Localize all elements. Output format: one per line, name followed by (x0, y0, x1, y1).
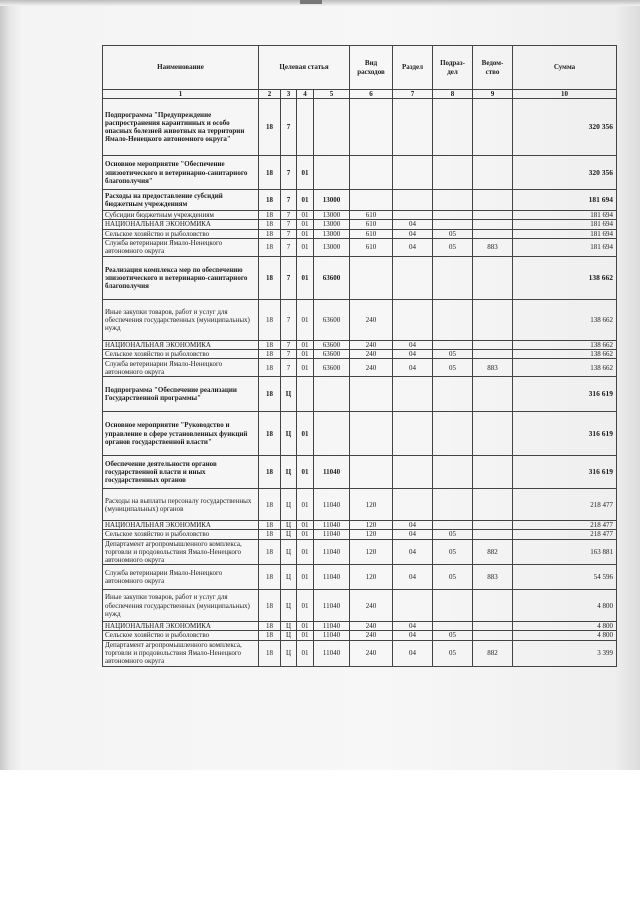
column-number: 1 (103, 90, 259, 99)
activity-code: 01 (297, 521, 314, 530)
direction-code: 11040 (314, 489, 350, 521)
row-name: Департамент агропромышленного комплекса, торговли и продовольствия Ямало-Ненецкого автономного округа (103, 539, 259, 565)
direction-code: 13000 (314, 238, 350, 256)
direction-code: 11040 (314, 622, 350, 631)
table-row (103, 622, 617, 631)
row-name: Подпрограмма "Обеспечение реализации Государственной программы" (103, 377, 259, 412)
activity-code: 01 (297, 229, 314, 238)
dept-code: 882 (473, 640, 513, 666)
dept-code: 882 (473, 539, 513, 565)
program-code: 18 (259, 220, 281, 229)
row-sum: 138 662 (513, 299, 617, 340)
table-row (103, 521, 617, 530)
direction-code: 11040 (314, 521, 350, 530)
table-row (103, 565, 617, 590)
activity-code: 01 (297, 631, 314, 640)
column-number: 6 (350, 90, 393, 99)
section-code (393, 190, 433, 211)
row-sum: 4 800 (513, 622, 617, 631)
row-name: НАЦИОНАЛЬНАЯ ЭКОНОМИКА (103, 622, 259, 631)
expense-type: 240 (350, 340, 393, 349)
expense-type: 240 (350, 590, 393, 622)
dept-code (473, 350, 513, 359)
expense-type: 240 (350, 622, 393, 631)
section-code: 04 (393, 539, 433, 565)
section-code (393, 256, 433, 299)
header-sum: Сумма (513, 46, 617, 90)
header-target: Целевая статья (259, 46, 350, 90)
table-row (103, 256, 617, 299)
direction-code (314, 377, 350, 412)
row-name: Департамент агропромышленного комплекса, торговли и продовольствия Ямало-Ненецкого автономного округа (103, 640, 259, 666)
row-sum: 320 356 (513, 99, 617, 156)
program-code: 18 (259, 489, 281, 521)
dept-code (473, 456, 513, 489)
table-row (103, 456, 617, 489)
dept-code: 883 (473, 565, 513, 590)
activity-code (297, 377, 314, 412)
subsection-code: 05 (433, 631, 473, 640)
dept-code (473, 299, 513, 340)
subsection-code (433, 456, 473, 489)
direction-code: 13000 (314, 229, 350, 238)
subsection-code (433, 622, 473, 631)
dept-code (473, 530, 513, 539)
section-code: 04 (393, 640, 433, 666)
direction-code: 13000 (314, 190, 350, 211)
section-code: 04 (393, 622, 433, 631)
dept-code (473, 220, 513, 229)
row-name: Обеспечение деятельности органов государственной власти и иных государственных органов (103, 456, 259, 489)
section-code (393, 456, 433, 489)
expense-type: 610 (350, 211, 393, 220)
row-sum: 138 662 (513, 359, 617, 377)
subprogram-code: 7 (281, 156, 297, 190)
subprogram-code: 7 (281, 238, 297, 256)
activity-code: 01 (297, 340, 314, 349)
table-row (103, 640, 617, 666)
dept-code (473, 156, 513, 190)
section-code: 04 (393, 521, 433, 530)
column-number: 2 (259, 90, 281, 99)
expense-type (350, 412, 393, 456)
row-sum: 3 399 (513, 640, 617, 666)
section-code (393, 156, 433, 190)
expense-type: 240 (350, 640, 393, 666)
expense-type: 120 (350, 489, 393, 521)
direction-code: 11040 (314, 539, 350, 565)
row-sum: 181 694 (513, 220, 617, 229)
column-number: 10 (513, 90, 617, 99)
activity-code: 01 (297, 565, 314, 590)
subprogram-code: 7 (281, 220, 297, 229)
dept-code (473, 190, 513, 211)
direction-code: 63600 (314, 340, 350, 349)
table-row (103, 229, 617, 238)
row-name: Основное мероприятие "Обеспечение эпизоотического и ветеринарно-санитарного благополучия" (103, 156, 259, 190)
expense-type: 240 (350, 359, 393, 377)
program-code: 18 (259, 590, 281, 622)
header-subsection: Подраз-дел (433, 46, 473, 90)
activity-code: 01 (297, 640, 314, 666)
row-name: Реализация комплекса мер по обеспечению эпизоотического и ветеринарно-санитарного благополучия (103, 256, 259, 299)
expense-type: 240 (350, 631, 393, 640)
dept-code (473, 521, 513, 530)
subsection-code (433, 377, 473, 412)
program-code: 18 (259, 359, 281, 377)
header-section: Раздел (393, 46, 433, 90)
program-code: 18 (259, 299, 281, 340)
program-code: 18 (259, 530, 281, 539)
subsection-code (433, 521, 473, 530)
budget-table-container (102, 45, 616, 667)
activity-code: 01 (297, 412, 314, 456)
row-sum: 316 619 (513, 377, 617, 412)
activity-code: 01 (297, 220, 314, 229)
section-code (393, 299, 433, 340)
row-sum: 4 800 (513, 631, 617, 640)
direction-code: 11040 (314, 590, 350, 622)
table-row (103, 359, 617, 377)
section-code: 04 (393, 530, 433, 539)
program-code: 18 (259, 456, 281, 489)
subsection-code (433, 299, 473, 340)
program-code: 18 (259, 412, 281, 456)
dept-code (473, 256, 513, 299)
expense-type: 610 (350, 220, 393, 229)
section-code: 04 (393, 238, 433, 256)
direction-code: 11040 (314, 640, 350, 666)
subsection-code (433, 412, 473, 456)
subprogram-code: 7 (281, 256, 297, 299)
subprogram-code: 7 (281, 359, 297, 377)
subsection-code (433, 190, 473, 211)
direction-code (314, 99, 350, 156)
row-sum: 138 662 (513, 350, 617, 359)
subsection-code (433, 256, 473, 299)
table-row (103, 299, 617, 340)
row-sum: 138 662 (513, 340, 617, 349)
row-name: Сельское хозяйство и рыболовство (103, 350, 259, 359)
subprogram-code: Ц (281, 539, 297, 565)
table-row (103, 377, 617, 412)
expense-type (350, 99, 393, 156)
subsection-code (433, 340, 473, 349)
row-sum: 54 596 (513, 565, 617, 590)
subprogram-code: Ц (281, 590, 297, 622)
program-code: 18 (259, 622, 281, 631)
column-number-row (103, 90, 617, 99)
row-sum: 181 694 (513, 229, 617, 238)
table-row (103, 590, 617, 622)
activity-code: 01 (297, 156, 314, 190)
row-name: Расходы на предоставление субсидий бюджетным учреждениям (103, 190, 259, 211)
activity-code: 01 (297, 350, 314, 359)
direction-code: 13000 (314, 220, 350, 229)
table-row (103, 350, 617, 359)
expense-type: 610 (350, 229, 393, 238)
expense-type: 610 (350, 238, 393, 256)
expense-type: 120 (350, 530, 393, 539)
row-sum: 181 694 (513, 238, 617, 256)
section-code: 04 (393, 359, 433, 377)
column-number: 4 (297, 90, 314, 99)
activity-code: 01 (297, 238, 314, 256)
table-row (103, 340, 617, 349)
direction-code: 11040 (314, 631, 350, 640)
dept-code (473, 340, 513, 349)
row-sum: 138 662 (513, 256, 617, 299)
row-sum: 316 619 (513, 412, 617, 456)
program-code: 18 (259, 99, 281, 156)
row-name: НАЦИОНАЛЬНАЯ ЭКОНОМИКА (103, 340, 259, 349)
activity-code: 01 (297, 530, 314, 539)
dept-code (473, 377, 513, 412)
subsection-code (433, 489, 473, 521)
row-sum: 320 356 (513, 156, 617, 190)
program-code: 18 (259, 340, 281, 349)
dept-code (473, 211, 513, 220)
row-sum: 181 694 (513, 190, 617, 211)
direction-code: 63600 (314, 256, 350, 299)
table-row (103, 539, 617, 565)
expense-type (350, 190, 393, 211)
dept-code (473, 590, 513, 622)
subsection-code: 05 (433, 359, 473, 377)
section-code (393, 211, 433, 220)
expense-type: 120 (350, 521, 393, 530)
expense-type: 120 (350, 539, 393, 565)
dept-code (473, 99, 513, 156)
row-name: Сельское хозяйство и рыболовство (103, 229, 259, 238)
row-sum: 218 477 (513, 530, 617, 539)
activity-code: 01 (297, 299, 314, 340)
row-name: Служба ветеринарии Ямало-Ненецкого автономного округа (103, 359, 259, 377)
program-code: 18 (259, 238, 281, 256)
row-name: Иные закупки товаров, работ и услуг для обеспечения государственных (муниципальных) нужд (103, 590, 259, 622)
column-number: 9 (473, 90, 513, 99)
dept-code (473, 631, 513, 640)
header-dept: Ведом-ство (473, 46, 513, 90)
subsection-code (433, 211, 473, 220)
program-code: 18 (259, 211, 281, 220)
subprogram-code: 7 (281, 340, 297, 349)
section-code: 04 (393, 229, 433, 238)
dept-code (473, 489, 513, 521)
row-name: НАЦИОНАЛЬНАЯ ЭКОНОМИКА (103, 220, 259, 229)
column-number: 8 (433, 90, 473, 99)
subprogram-code: Ц (281, 377, 297, 412)
table-row (103, 631, 617, 640)
direction-code: 63600 (314, 359, 350, 377)
column-number: 3 (281, 90, 297, 99)
section-code: 04 (393, 220, 433, 229)
table-body (103, 99, 617, 666)
activity-code: 01 (297, 590, 314, 622)
row-name: Субсидии бюджетным учреждениям (103, 211, 259, 220)
table-row (103, 489, 617, 521)
direction-code: 11040 (314, 530, 350, 539)
subprogram-code: Ц (281, 530, 297, 539)
subsection-code: 05 (433, 229, 473, 238)
expense-type (350, 456, 393, 489)
program-code: 18 (259, 350, 281, 359)
row-sum: 181 694 (513, 211, 617, 220)
activity-code: 01 (297, 256, 314, 299)
section-code: 04 (393, 350, 433, 359)
activity-code: 01 (297, 456, 314, 489)
program-code: 18 (259, 521, 281, 530)
program-code: 18 (259, 539, 281, 565)
section-code (393, 590, 433, 622)
row-name: Служба ветеринарии Ямало-Ненецкого автономного округа (103, 565, 259, 590)
subsection-code (433, 156, 473, 190)
activity-code: 01 (297, 489, 314, 521)
section-code (393, 377, 433, 412)
subprogram-code: Ц (281, 565, 297, 590)
activity-code: 01 (297, 539, 314, 565)
section-code: 04 (393, 340, 433, 349)
section-code (393, 99, 433, 156)
subsection-code: 05 (433, 350, 473, 359)
table-row (103, 190, 617, 211)
header-row (103, 46, 617, 90)
subsection-code: 05 (433, 640, 473, 666)
subprogram-code: 7 (281, 299, 297, 340)
direction-code: 63600 (314, 299, 350, 340)
expense-type: 240 (350, 299, 393, 340)
row-name: Основное мероприятие "Руководство и управление в сфере установленных функций органов государственной власти" (103, 412, 259, 456)
section-code: 04 (393, 631, 433, 640)
header-name: Наименование (103, 46, 259, 90)
program-code: 18 (259, 631, 281, 640)
subprogram-code: Ц (281, 456, 297, 489)
program-code: 18 (259, 565, 281, 590)
subprogram-code: Ц (281, 631, 297, 640)
subsection-code (433, 590, 473, 622)
program-code: 18 (259, 377, 281, 412)
table-row (103, 238, 617, 256)
expense-type (350, 156, 393, 190)
direction-code: 11040 (314, 456, 350, 489)
row-sum: 4 800 (513, 590, 617, 622)
activity-code: 01 (297, 211, 314, 220)
budget-table (102, 45, 617, 667)
subprogram-code: 7 (281, 190, 297, 211)
activity-code: 01 (297, 359, 314, 377)
subprogram-code: 7 (281, 99, 297, 156)
activity-code: 01 (297, 622, 314, 631)
expense-type: 240 (350, 350, 393, 359)
row-name: Подпрограмма "Предупреждение распространения карантинных и особо опасных болезней животных на территории Ямало-Ненецкого автономного округа" (103, 99, 259, 156)
subsection-code: 05 (433, 238, 473, 256)
row-sum: 218 477 (513, 489, 617, 521)
dept-code: 883 (473, 359, 513, 377)
subsection-code: 05 (433, 530, 473, 539)
direction-code: 11040 (314, 565, 350, 590)
header-type: Вид расходов (350, 46, 393, 90)
row-name: Служба ветеринарии Ямало-Ненецкого автономного округа (103, 238, 259, 256)
row-name: Иные закупки товаров, работ и услуг для обеспечения государственных (муниципальных) нужд (103, 299, 259, 340)
dept-code: 883 (473, 238, 513, 256)
table-row (103, 99, 617, 156)
dept-code (473, 229, 513, 238)
row-name: НАЦИОНАЛЬНАЯ ЭКОНОМИКА (103, 521, 259, 530)
direction-code: 63600 (314, 350, 350, 359)
page-mark (300, 0, 322, 4)
subsection-code (433, 220, 473, 229)
row-name: Сельское хозяйство и рыболовство (103, 530, 259, 539)
dept-code (473, 412, 513, 456)
subprogram-code: 7 (281, 229, 297, 238)
direction-code: 13000 (314, 211, 350, 220)
subprogram-code: Ц (281, 412, 297, 456)
row-sum: 316 619 (513, 456, 617, 489)
table-row (103, 211, 617, 220)
column-number: 7 (393, 90, 433, 99)
direction-code (314, 412, 350, 456)
program-code: 18 (259, 190, 281, 211)
section-code (393, 412, 433, 456)
column-number: 5 (314, 90, 350, 99)
table-row (103, 530, 617, 539)
section-code (393, 489, 433, 521)
activity-code (297, 99, 314, 156)
row-name: Расходы на выплаты персоналу государственных (муниципальных) органов (103, 489, 259, 521)
program-code: 18 (259, 156, 281, 190)
expense-type (350, 256, 393, 299)
section-code: 04 (393, 565, 433, 590)
subprogram-code: Ц (281, 640, 297, 666)
subprogram-code: Ц (281, 622, 297, 631)
subsection-code: 05 (433, 565, 473, 590)
row-name: Сельское хозяйство и рыболовство (103, 631, 259, 640)
subsection-code: 05 (433, 539, 473, 565)
expense-type: 120 (350, 565, 393, 590)
subprogram-code: 7 (281, 211, 297, 220)
program-code: 18 (259, 229, 281, 238)
row-sum: 163 881 (513, 539, 617, 565)
subprogram-code: Ц (281, 521, 297, 530)
program-code: 18 (259, 256, 281, 299)
subprogram-code: 7 (281, 350, 297, 359)
table-row (103, 412, 617, 456)
program-code: 18 (259, 640, 281, 666)
row-sum: 218 477 (513, 521, 617, 530)
table-row (103, 156, 617, 190)
activity-code: 01 (297, 190, 314, 211)
subprogram-code: Ц (281, 489, 297, 521)
table-row (103, 220, 617, 229)
direction-code (314, 156, 350, 190)
subsection-code (433, 99, 473, 156)
expense-type (350, 377, 393, 412)
dept-code (473, 622, 513, 631)
